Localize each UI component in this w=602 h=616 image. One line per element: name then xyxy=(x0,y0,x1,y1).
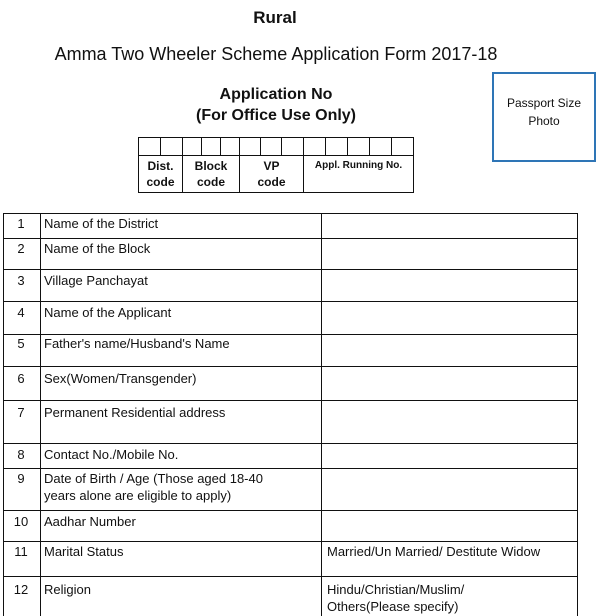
field-input-sex[interactable] xyxy=(327,366,577,400)
rural-heading: Rural xyxy=(253,8,297,27)
field-input-block[interactable] xyxy=(327,238,577,269)
digit-sep xyxy=(325,137,326,156)
field-label-dob-age xyxy=(44,470,319,504)
photo-label-line1: Passport Size xyxy=(506,96,582,110)
row-number: 12 xyxy=(13,582,29,597)
digit-sep xyxy=(260,137,261,156)
field-options-religion[interactable] xyxy=(327,581,577,615)
col-line xyxy=(40,213,41,616)
digit-sep xyxy=(369,137,370,156)
digit-sep xyxy=(281,137,282,156)
dist-code-label-l2: code xyxy=(146,175,175,189)
field-label-religion: Religion xyxy=(44,582,91,597)
field-label-dob-age-l2: years alone are eligible to apply) xyxy=(44,488,232,503)
field-label-marital-status: Marital Status xyxy=(44,544,124,559)
row-number: 10 xyxy=(13,514,29,529)
field-label-dob-age-l1: Date of Birth / Age (Those aged 18-40 xyxy=(44,471,263,486)
field-label-village-panchayat: Village Panchayat xyxy=(44,273,148,288)
office-use-label: (For Office Use Only) xyxy=(195,107,357,124)
grid-sep-right xyxy=(413,137,414,193)
digit-sep xyxy=(391,137,392,156)
field-label-applicant-name: Name of the Applicant xyxy=(44,305,172,320)
field-input-district[interactable] xyxy=(327,213,577,238)
row-number: 11 xyxy=(14,544,28,559)
row-line xyxy=(3,541,578,542)
dist-code-label xyxy=(139,158,182,190)
field-label-district: Name of the District xyxy=(44,216,159,231)
field-input-applicant-name[interactable] xyxy=(327,301,577,334)
application-form-table xyxy=(3,213,578,616)
row-number: 2 xyxy=(17,241,25,256)
form-title: Amma Two Wheeler Scheme Application Form 2017-18 xyxy=(54,44,498,64)
field-label-aadhar: Aadhar Number xyxy=(44,514,136,529)
block-code-label xyxy=(183,158,239,190)
row-number: 3 xyxy=(17,273,25,288)
vp-code-label xyxy=(240,158,303,190)
row-number: 8 xyxy=(17,447,25,462)
vp-code-label-l2: code xyxy=(257,175,286,189)
grid-mid-line xyxy=(138,155,414,156)
field-label-father-husband-name: Father's name/Husband's Name xyxy=(44,336,230,351)
col-line xyxy=(321,213,322,616)
passport-photo-box[interactable] xyxy=(492,72,596,162)
row-number: 1 xyxy=(17,216,25,231)
field-input-contact[interactable] xyxy=(327,443,577,468)
grid-bottom-line xyxy=(138,192,414,193)
field-options-religion-l2: Others(Please specify) xyxy=(327,599,459,614)
row-number: 6 xyxy=(17,371,25,386)
application-no-label: Application No xyxy=(219,86,333,103)
field-input-aadhar[interactable] xyxy=(327,510,577,541)
field-options-marital-status[interactable]: Married/Un Married/ Destitute Widow xyxy=(327,544,541,559)
field-input-village-panchayat[interactable] xyxy=(327,269,577,301)
photo-label-line2: Photo xyxy=(528,114,560,128)
field-input-address[interactable] xyxy=(327,400,577,443)
row-line xyxy=(3,576,578,577)
dist-code-label-l1: Dist. xyxy=(147,159,174,173)
col-line xyxy=(577,213,578,616)
digit-sep xyxy=(347,137,348,156)
application-no-heading xyxy=(176,84,376,126)
field-label-contact: Contact No./Mobile No. xyxy=(44,447,179,462)
block-code-label-l1: Block xyxy=(194,159,228,173)
field-label-address: Permanent Residential address xyxy=(44,405,226,420)
field-label-sex: Sex(Women/Transgender) xyxy=(44,371,197,386)
block-code-label-l2: code xyxy=(196,175,225,189)
field-label-block: Name of the Block xyxy=(44,241,151,256)
row-number: 5 xyxy=(17,336,25,351)
row-number: 4 xyxy=(17,305,25,320)
running-no-label: Appl. Running No. xyxy=(314,160,403,171)
vp-code-label-l1: VP xyxy=(263,159,280,173)
application-code-grid[interactable] xyxy=(138,137,414,193)
field-input-father-husband-name[interactable] xyxy=(327,334,577,366)
row-number: 7 xyxy=(17,405,25,420)
digit-sep xyxy=(201,137,202,156)
digit-sep xyxy=(220,137,221,156)
grid-top-line xyxy=(138,137,414,138)
row-number: 9 xyxy=(17,471,25,486)
field-options-religion-l1: Hindu/Christian/Muslim/ xyxy=(327,582,465,597)
digit-sep xyxy=(160,137,161,156)
field-input-dob-age[interactable] xyxy=(327,468,577,510)
